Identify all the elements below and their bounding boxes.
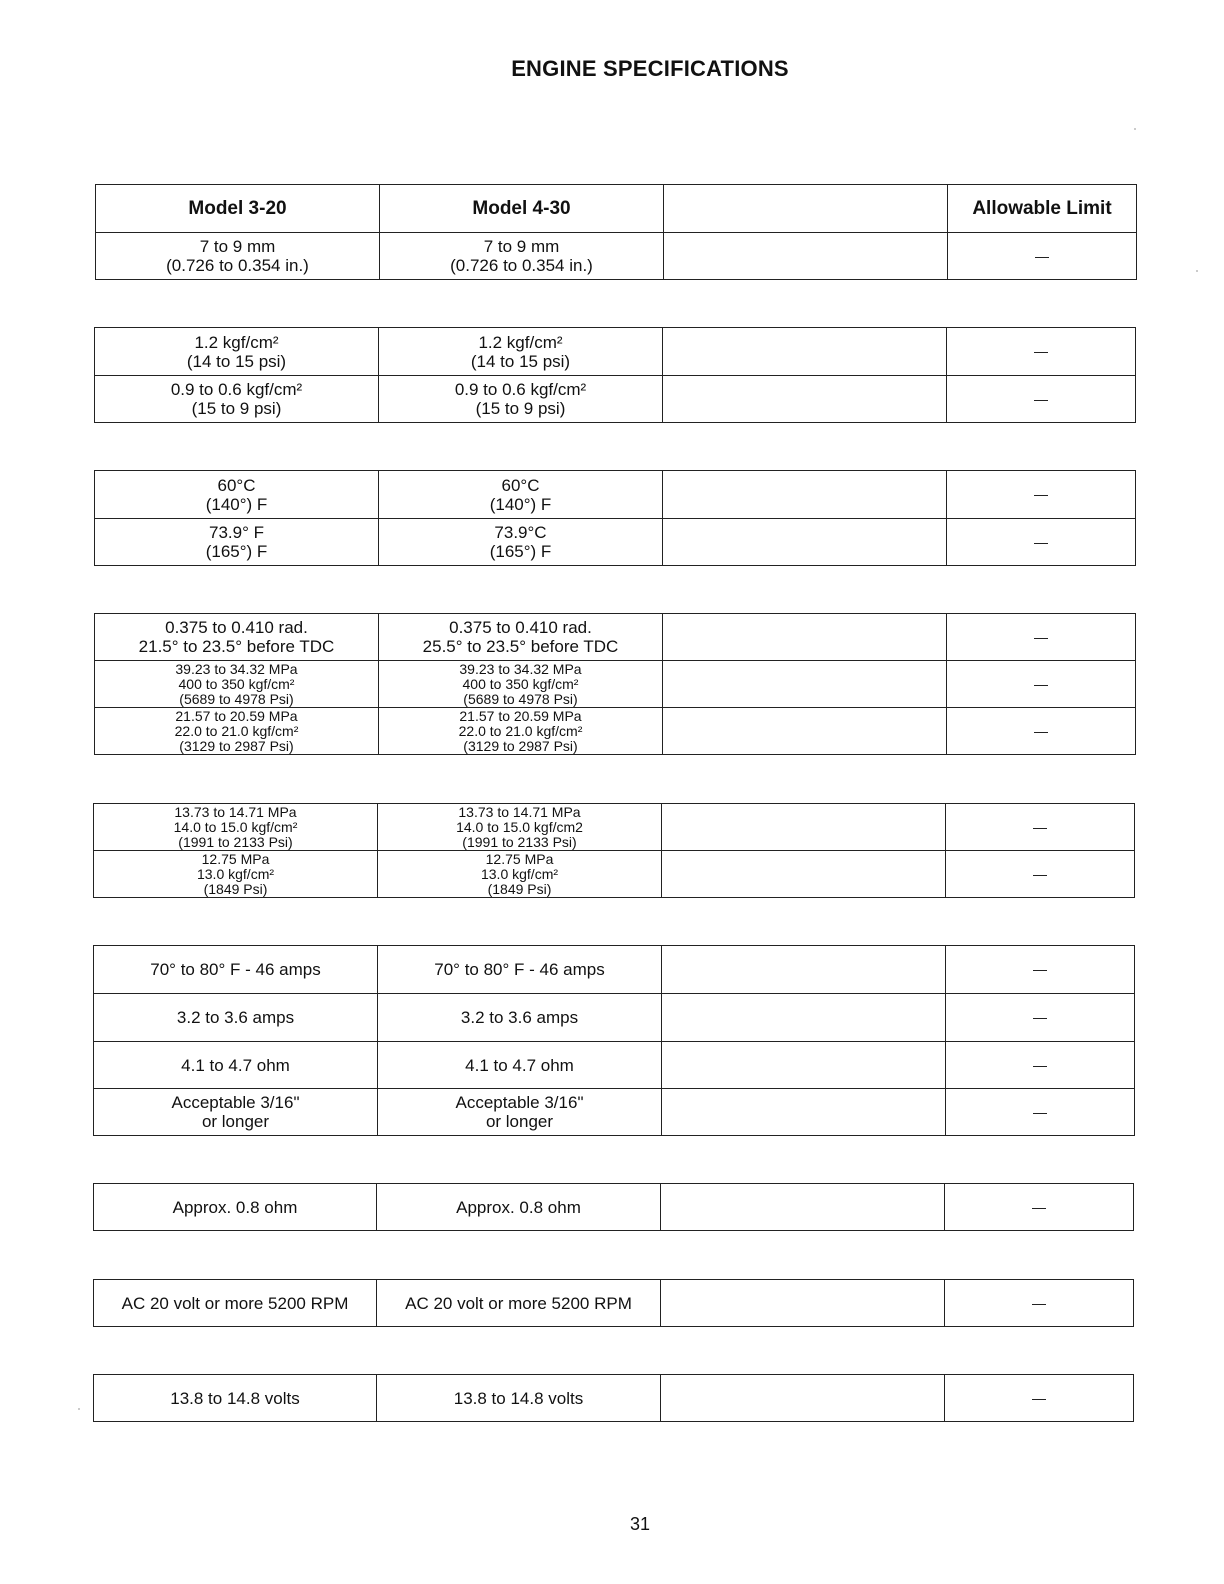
cell-allowable-limit xyxy=(946,994,1135,1042)
dash-mark xyxy=(1033,1113,1047,1114)
cell-allowable-limit xyxy=(945,1184,1134,1231)
cell-allowable-limit xyxy=(947,661,1136,708)
table-row xyxy=(95,708,1136,755)
dash-mark xyxy=(1034,400,1048,401)
cell-model-3-20: 0.9 to 0.6 kgf/cm² (15 to 9 psi) xyxy=(95,376,379,423)
cell-model-4-30: 7 to 9 mm (0.726 to 0.354 in.) xyxy=(380,233,664,280)
cell-allowable-limit xyxy=(945,1375,1134,1422)
table-row xyxy=(94,994,1135,1042)
dash-mark xyxy=(1035,257,1049,258)
cell-model-3-20: 12.75 MPa 13.0 kgf/cm² (1849 Psi) xyxy=(94,851,378,898)
spec-table-temperature xyxy=(94,470,1136,566)
cell-blank xyxy=(664,233,948,280)
dash-mark xyxy=(1034,732,1048,733)
dash-mark xyxy=(1034,638,1048,639)
cell-blank xyxy=(663,661,947,708)
cell-allowable-limit xyxy=(947,376,1136,423)
cell-blank xyxy=(663,471,947,519)
cell-allowable-limit xyxy=(947,519,1136,566)
cell-model-4-30: 21.57 to 20.59 MPa 22.0 to 21.0 kgf/cm² (3129 to 2987 Psi) xyxy=(379,708,663,755)
dash-mark xyxy=(1032,1208,1046,1209)
cell-blank xyxy=(663,519,947,566)
cell-model-4-30: 3.2 to 3.6 amps xyxy=(378,994,662,1042)
spec-table-starter xyxy=(93,945,1135,1136)
cell-blank xyxy=(662,946,946,994)
dash-mark xyxy=(1034,495,1048,496)
cell-allowable-limit xyxy=(946,946,1135,994)
cell-blank xyxy=(663,708,947,755)
cell-blank xyxy=(661,1280,945,1327)
cell-model-3-20: 7 to 9 mm (0.726 to 0.354 in.) xyxy=(96,233,380,280)
dash-mark xyxy=(1034,685,1048,686)
header-model-3-20: Model 3-20 xyxy=(96,185,380,233)
dash-mark xyxy=(1033,875,1047,876)
spec-table-nozzle xyxy=(93,803,1135,898)
dash-mark xyxy=(1032,1304,1046,1305)
dash-mark xyxy=(1032,1399,1046,1400)
cell-blank xyxy=(662,994,946,1042)
cell-model-3-20: 21.57 to 20.59 MPa 22.0 to 21.0 kgf/cm² (3129 to 2987 Psi) xyxy=(95,708,379,755)
cell-model-3-20: Acceptable 3/16" or longer xyxy=(94,1089,378,1136)
cell-allowable-limit xyxy=(945,1280,1134,1327)
table-row xyxy=(94,1184,1134,1231)
table-row xyxy=(95,376,1136,423)
dash-mark xyxy=(1033,828,1047,829)
spec-table-injection xyxy=(94,613,1136,755)
cell-allowable-limit xyxy=(947,471,1136,519)
table-row xyxy=(95,519,1136,566)
table-row xyxy=(96,233,1137,280)
cell-model-4-30: 60°C (140°) F xyxy=(379,471,663,519)
scan-speck xyxy=(78,1408,80,1410)
spec-table-pressure xyxy=(94,327,1136,423)
cell-allowable-limit xyxy=(946,1089,1135,1136)
cell-allowable-limit xyxy=(948,233,1137,280)
dash-mark xyxy=(1033,1018,1047,1019)
cell-blank xyxy=(661,1375,945,1422)
cell-model-3-20: 13.73 to 14.71 MPa 14.0 to 15.0 kgf/cm² (1991 to 2133 Psi) xyxy=(94,804,378,851)
dash-mark xyxy=(1033,1066,1047,1067)
spec-table-clearance xyxy=(95,184,1137,280)
table-row xyxy=(94,946,1135,994)
table-row xyxy=(95,661,1136,708)
spec-table-regulator xyxy=(93,1374,1134,1422)
cell-model-4-30: 13.8 to 14.8 volts xyxy=(377,1375,661,1422)
cell-allowable-limit xyxy=(946,804,1135,851)
cell-model-3-20: 1.2 kgf/cm² (14 to 15 psi) xyxy=(95,328,379,376)
cell-allowable-limit xyxy=(947,328,1136,376)
cell-model-4-30: 73.9°C (165°) F xyxy=(379,519,663,566)
table-row xyxy=(94,1280,1134,1327)
cell-model-3-20: Approx. 0.8 ohm xyxy=(94,1184,377,1231)
dash-mark xyxy=(1034,543,1048,544)
cell-blank xyxy=(662,1089,946,1136)
cell-allowable-limit xyxy=(947,708,1136,755)
spec-table-alternator xyxy=(93,1279,1134,1327)
table-row xyxy=(94,1089,1135,1136)
cell-blank xyxy=(662,1042,946,1089)
cell-model-3-20: 13.8 to 14.8 volts xyxy=(94,1375,377,1422)
cell-model-4-30: 0.9 to 0.6 kgf/cm² (15 to 9 psi) xyxy=(379,376,663,423)
header-allowable-limit: Allowable Limit xyxy=(948,185,1137,233)
cell-blank xyxy=(663,614,947,661)
page-title: ENGINE SPECIFICATIONS xyxy=(511,56,789,81)
cell-allowable-limit xyxy=(946,1042,1135,1089)
cell-model-3-20: AC 20 volt or more 5200 RPM xyxy=(94,1280,377,1327)
cell-blank xyxy=(662,804,946,851)
cell-model-4-30: 0.375 to 0.410 rad. 25.5° to 23.5° before TDC xyxy=(379,614,663,661)
cell-model-3-20: 4.1 to 4.7 ohm xyxy=(94,1042,378,1089)
cell-model-4-30: 13.73 to 14.71 MPa 14.0 to 15.0 kgf/cm2 (1991 to 2133 Psi) xyxy=(378,804,662,851)
table-row xyxy=(94,1375,1134,1422)
dash-mark xyxy=(1034,352,1048,353)
cell-model-4-30: 70° to 80° F - 46 amps xyxy=(378,946,662,994)
table-row xyxy=(94,804,1135,851)
cell-allowable-limit xyxy=(946,851,1135,898)
cell-model-3-20: 0.375 to 0.410 rad. 21.5° to 23.5° before TDC xyxy=(95,614,379,661)
cell-model-4-30: AC 20 volt or more 5200 RPM xyxy=(377,1280,661,1327)
cell-blank xyxy=(663,376,947,423)
cell-model-3-20: 39.23 to 34.32 MPa 400 to 350 kgf/cm² (5689 to 4978 Psi) xyxy=(95,661,379,708)
header-row xyxy=(96,185,1137,233)
cell-model-4-30: 39.23 to 34.32 MPa 400 to 350 kgf/cm² (5689 to 4978 Psi) xyxy=(379,661,663,708)
cell-model-4-30: 4.1 to 4.7 ohm xyxy=(378,1042,662,1089)
header-blank xyxy=(664,185,948,233)
cell-model-3-20: 70° to 80° F - 46 amps xyxy=(94,946,378,994)
table-row xyxy=(95,471,1136,519)
table-row xyxy=(94,1042,1135,1089)
cell-model-3-20: 3.2 to 3.6 amps xyxy=(94,994,378,1042)
header-model-4-30: Model 4-30 xyxy=(380,185,664,233)
cell-allowable-limit xyxy=(947,614,1136,661)
table-row xyxy=(94,851,1135,898)
dash-mark xyxy=(1033,970,1047,971)
page-number: 31 xyxy=(630,1514,651,1534)
cell-model-4-30: Acceptable 3/16" or longer xyxy=(378,1089,662,1136)
cell-model-4-30: Approx. 0.8 ohm xyxy=(377,1184,661,1231)
cell-blank xyxy=(663,328,947,376)
table-row xyxy=(95,328,1136,376)
cell-model-4-30: 1.2 kgf/cm² (14 to 15 psi) xyxy=(379,328,663,376)
spec-table-resistance xyxy=(93,1183,1134,1231)
cell-model-3-20: 60°C (140°) F xyxy=(95,471,379,519)
scan-speck xyxy=(1196,270,1198,272)
cell-model-4-30: 12.75 MPa 13.0 kgf/cm² (1849 Psi) xyxy=(378,851,662,898)
cell-blank xyxy=(661,1184,945,1231)
cell-blank xyxy=(662,851,946,898)
cell-model-3-20: 73.9° F (165°) F xyxy=(95,519,379,566)
table-row xyxy=(95,614,1136,661)
scan-speck xyxy=(1134,128,1136,130)
